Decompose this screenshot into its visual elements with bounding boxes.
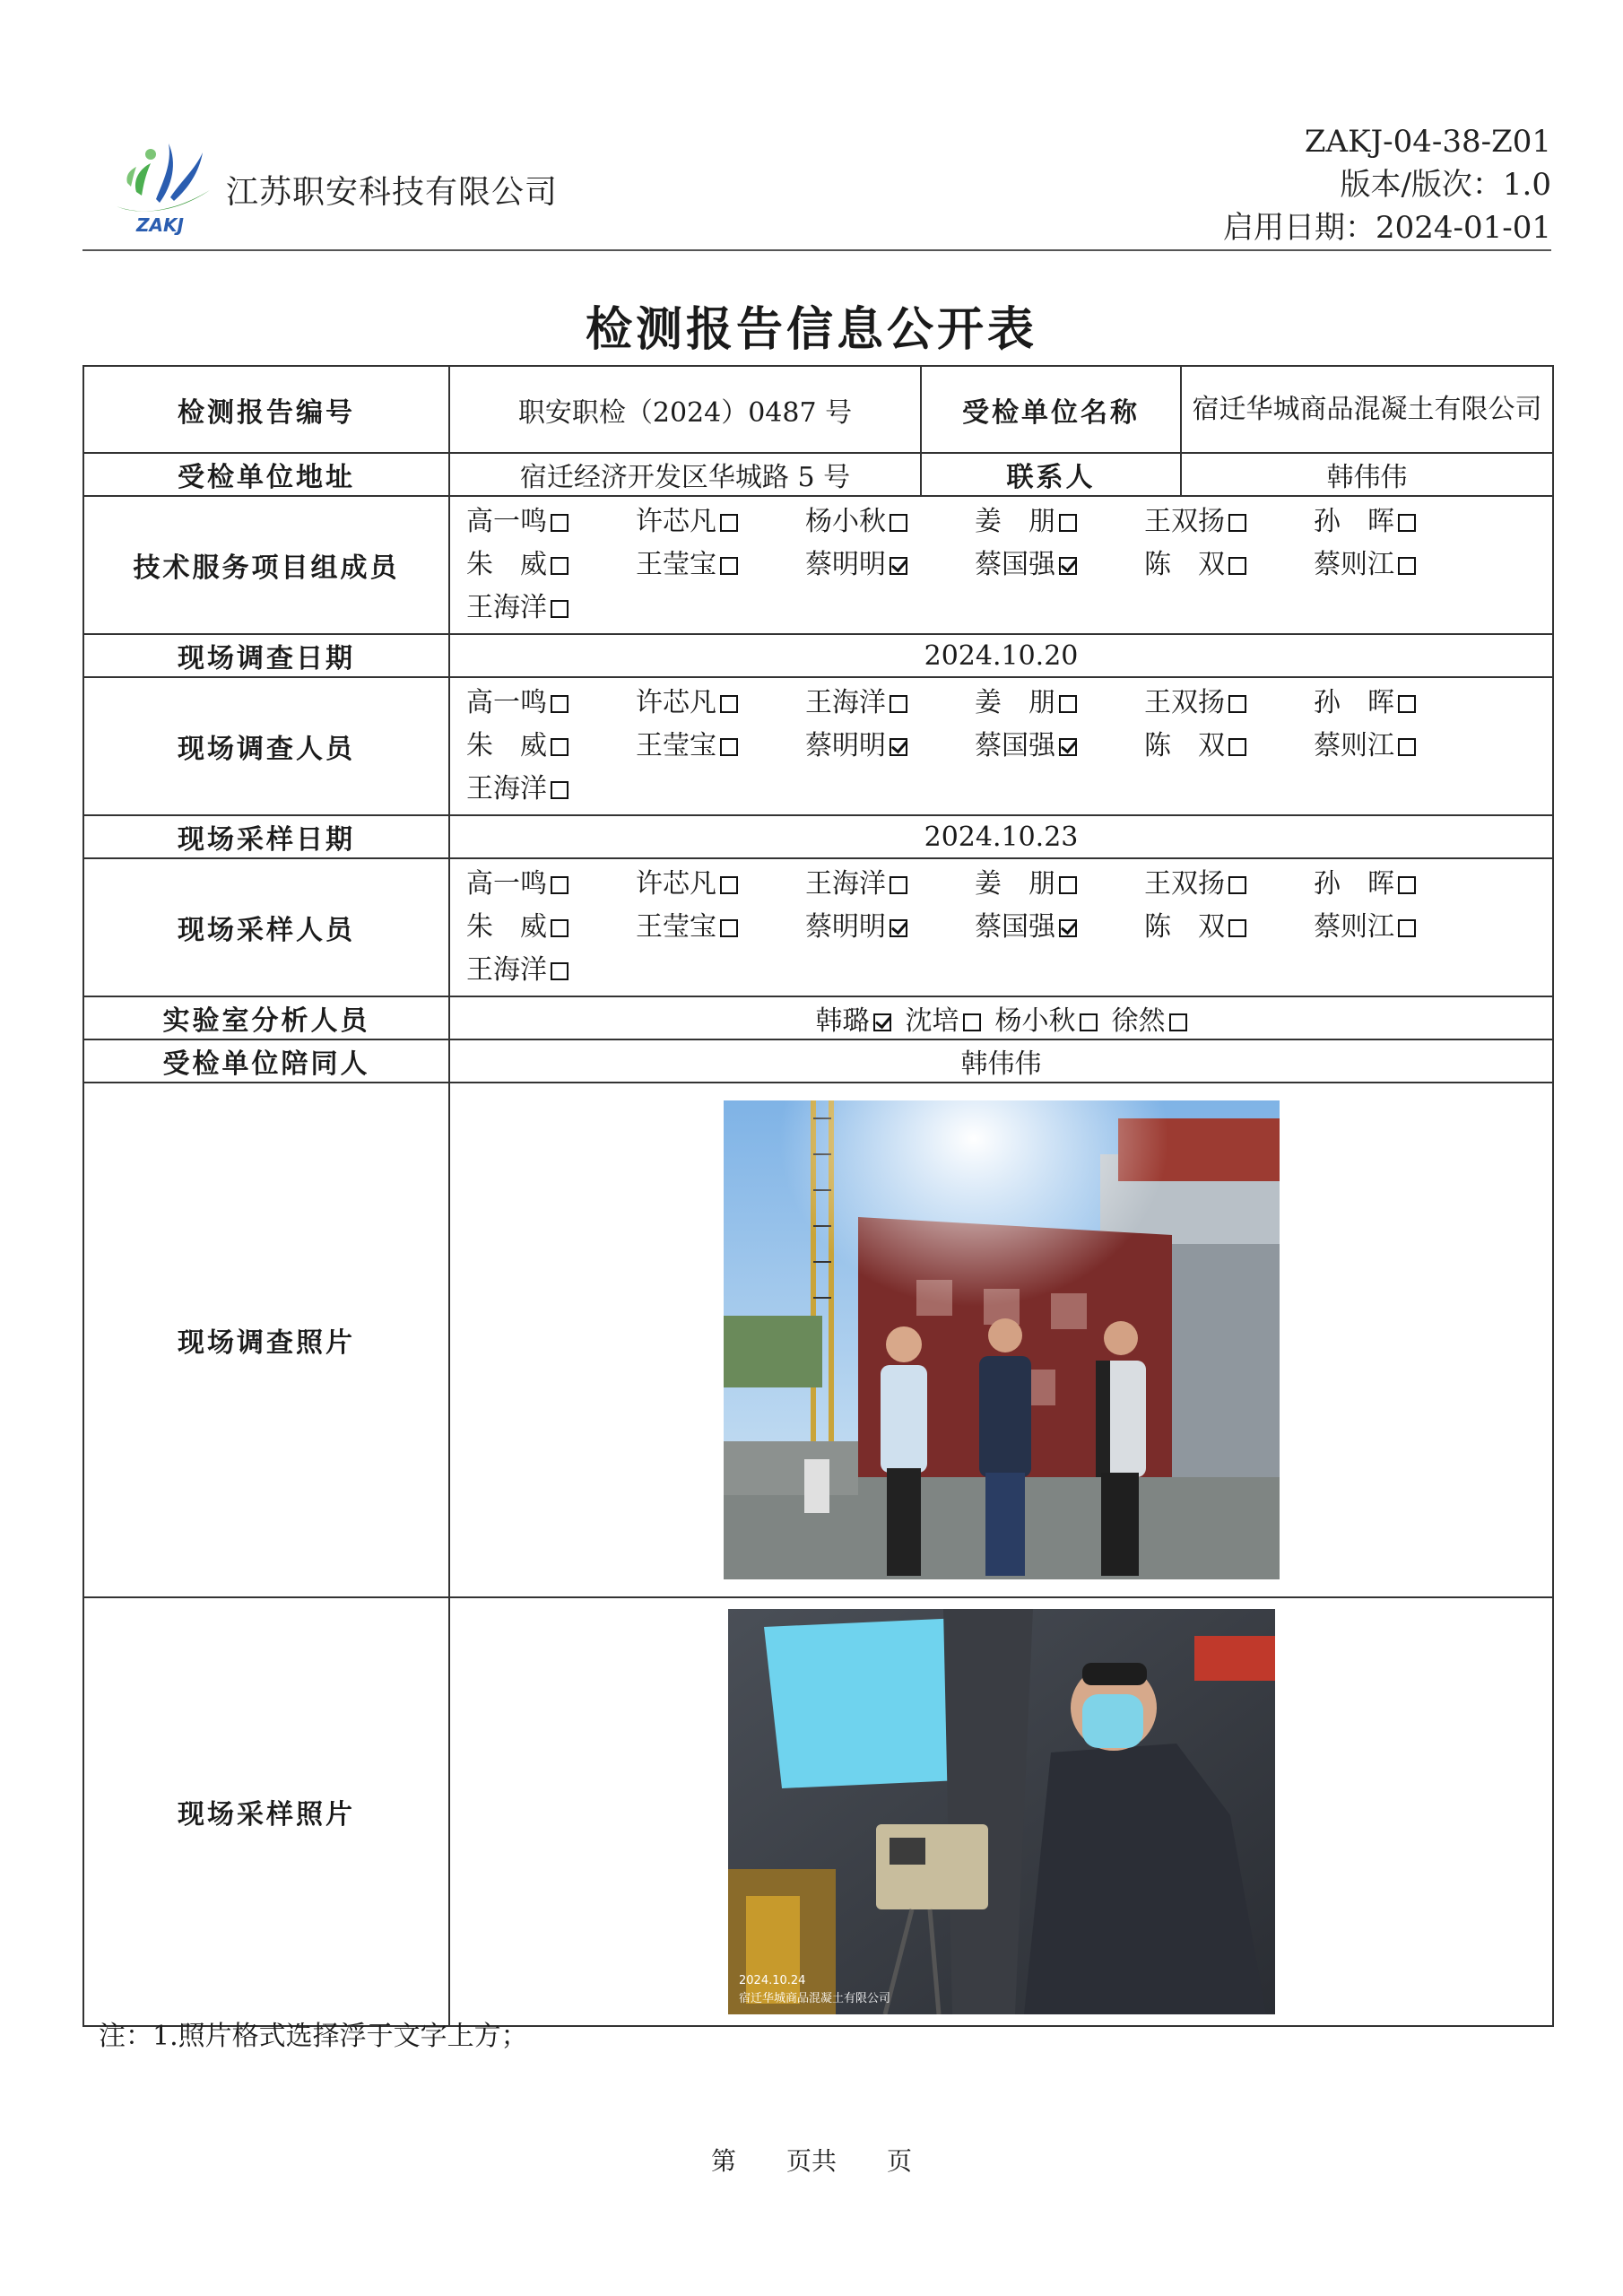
checked-checkbox[interactable] — [1059, 919, 1077, 937]
unchecked-checkbox[interactable] — [720, 919, 738, 937]
unchecked-checkbox[interactable] — [1398, 919, 1416, 937]
member-name: 沈培 — [905, 1005, 959, 1037]
doc-version: 版本/版次：1.0 — [1340, 167, 1551, 203]
unchecked-checkbox[interactable] — [720, 557, 738, 575]
page-title: 检测报告信息公开表 — [585, 302, 1037, 357]
member-name: 王双扬 — [1144, 506, 1225, 537]
survey-photo-cell — [449, 1083, 1553, 1597]
unchecked-checkbox[interactable] — [551, 962, 568, 980]
survey-members — [449, 677, 1553, 815]
escort-value: 韩伟伟 — [449, 1039, 1553, 1083]
member-name: 蔡明明 — [805, 911, 886, 943]
member-name: 高一鸣 — [466, 868, 547, 900]
member-name: 王莹宝 — [636, 549, 716, 580]
unchecked-checkbox[interactable] — [551, 557, 568, 575]
photo-company-stamp: 宿迁华城商品混凝土有限公司 — [738, 1992, 890, 2005]
footnote: 注：1.照片格式选择浮于文字上方； — [99, 2021, 528, 2052]
table-row — [83, 677, 1553, 815]
table-row — [83, 496, 1553, 634]
unchecked-checkbox[interactable] — [551, 738, 568, 756]
checked-checkbox[interactable] — [890, 738, 907, 756]
unit-name-label: 受检单位名称 — [921, 366, 1181, 453]
member-item — [636, 863, 805, 906]
member-item — [805, 682, 975, 725]
member-item — [1144, 544, 1314, 587]
unchecked-checkbox[interactable] — [1228, 919, 1246, 937]
unchecked-checkbox[interactable] — [551, 919, 568, 937]
member-name: 蔡明明 — [805, 549, 886, 580]
member-item — [1314, 544, 1483, 587]
checked-checkbox[interactable] — [1059, 557, 1077, 575]
member-name: 王海洋 — [805, 868, 886, 900]
member-name: 许芯凡 — [636, 506, 716, 537]
report-no-label: 检测报告编号 — [83, 366, 449, 453]
member-name: 韩璐 — [815, 1005, 870, 1037]
unchecked-checkbox[interactable] — [551, 876, 568, 894]
member-name: 蔡明明 — [805, 730, 886, 761]
unchecked-checkbox[interactable] — [551, 514, 568, 532]
member-item — [1112, 1005, 1187, 1037]
member-item — [975, 906, 1144, 949]
table-row — [83, 996, 1553, 1039]
team-label: 技术服务项目组成员 — [83, 496, 449, 634]
member-item — [1314, 863, 1483, 906]
table-row — [83, 1597, 1553, 2026]
member-name: 陈 双 — [1144, 911, 1225, 943]
member-item — [466, 949, 636, 992]
member-name: 蔡则江 — [1314, 549, 1394, 580]
address-label: 受检单位地址 — [83, 453, 449, 496]
member-name: 孙 晖 — [1314, 868, 1394, 900]
photo-date-stamp: 2024.10.24 — [738, 1974, 805, 1987]
member-name: 孙 晖 — [1314, 687, 1394, 718]
member-name: 杨小秋 — [994, 1005, 1076, 1037]
member-item — [466, 682, 636, 725]
doc-effective-date: 启用日期：2024-01-01 — [1222, 210, 1551, 246]
table-row — [83, 1039, 1553, 1083]
member-item — [636, 682, 805, 725]
lab-members — [449, 996, 1553, 1039]
address-value: 宿迁经济开发区华城路 5 号 — [449, 453, 921, 496]
member-name: 蔡则江 — [1314, 730, 1394, 761]
unchecked-checkbox[interactable] — [1398, 557, 1416, 575]
member-item — [636, 500, 805, 544]
member-item — [805, 544, 975, 587]
escort-label: 受检单位陪同人 — [83, 1039, 449, 1083]
logo-text: ZAKJ — [136, 214, 184, 235]
member-item — [1144, 682, 1314, 725]
unchecked-checkbox[interactable] — [1228, 695, 1246, 713]
unchecked-checkbox[interactable] — [720, 514, 738, 532]
member-item — [975, 500, 1144, 544]
member-name: 王莹宝 — [636, 911, 716, 943]
sampling-members — [449, 858, 1553, 996]
member-name: 蔡国强 — [975, 549, 1055, 580]
checked-checkbox[interactable] — [1059, 738, 1077, 756]
document-meta — [1223, 120, 1551, 249]
member-item — [975, 725, 1144, 768]
member-item — [636, 725, 805, 768]
member-name: 王莹宝 — [636, 730, 716, 761]
unchecked-checkbox[interactable] — [1080, 1013, 1098, 1031]
member-name: 朱 威 — [466, 549, 547, 580]
unchecked-checkbox[interactable] — [890, 514, 907, 532]
page-number: 第 页共 页 — [710, 2146, 912, 2176]
survey-date-value: 2024.10.20 — [449, 634, 1553, 677]
member-item — [466, 500, 636, 544]
report-no-value: 职安职检（2024）0487 号 — [449, 366, 921, 453]
member-item — [636, 544, 805, 587]
member-item — [1144, 725, 1314, 768]
member-item — [1144, 906, 1314, 949]
member-name: 陈 双 — [1144, 549, 1225, 580]
unchecked-checkbox[interactable] — [1228, 514, 1246, 532]
unchecked-checkbox[interactable] — [1059, 514, 1077, 532]
sampling-photo — [728, 1609, 1275, 2014]
member-name: 蔡国强 — [975, 730, 1055, 761]
unchecked-checkbox[interactable] — [720, 876, 738, 894]
member-item — [995, 1005, 1098, 1037]
unchecked-checkbox[interactable] — [551, 781, 568, 799]
member-item — [1314, 682, 1483, 725]
unchecked-checkbox[interactable] — [963, 1013, 981, 1031]
sampling-date-value: 2024.10.23 — [449, 815, 1553, 858]
unchecked-checkbox[interactable] — [1398, 876, 1416, 894]
survey-date-label: 现场调查日期 — [83, 634, 449, 677]
table-row — [83, 366, 1553, 453]
unchecked-checkbox[interactable] — [1169, 1013, 1187, 1031]
contact-value: 韩伟伟 — [1181, 453, 1553, 496]
member-item — [466, 725, 636, 768]
company-name: 江苏职安科技有限公司 — [226, 174, 559, 211]
member-name: 王海洋 — [466, 592, 547, 623]
member-item — [906, 1005, 981, 1037]
sampling-photo-label: 现场采样照片 — [83, 1597, 449, 2026]
member-item — [816, 1005, 891, 1037]
checked-checkbox[interactable] — [890, 919, 907, 937]
unchecked-checkbox[interactable] — [1398, 738, 1416, 756]
unchecked-checkbox[interactable] — [1228, 738, 1246, 756]
member-name: 姜 朋 — [975, 506, 1055, 537]
sampling-staff-label: 现场采样人员 — [83, 858, 449, 996]
member-item — [975, 544, 1144, 587]
member-name: 朱 威 — [466, 730, 547, 761]
unchecked-checkbox[interactable] — [890, 876, 907, 894]
member-name: 蔡国强 — [975, 911, 1055, 943]
unchecked-checkbox[interactable] — [1228, 876, 1246, 894]
sampling-photo-cell — [449, 1597, 1553, 2026]
member-name: 王双扬 — [1144, 687, 1225, 718]
survey-photo — [724, 1100, 1280, 1579]
member-name: 王海洋 — [805, 687, 886, 718]
member-name: 王海洋 — [466, 773, 547, 804]
member-name: 徐然 — [1111, 1005, 1166, 1037]
member-item — [1314, 725, 1483, 768]
unchecked-checkbox[interactable] — [890, 695, 907, 713]
member-name: 蔡则江 — [1314, 911, 1394, 943]
unchecked-checkbox[interactable] — [1059, 876, 1077, 894]
member-item — [466, 768, 636, 811]
member-item — [975, 682, 1144, 725]
lab-label: 实验室分析人员 — [83, 996, 449, 1039]
member-name: 孙 晖 — [1314, 506, 1394, 537]
checked-checkbox[interactable] — [873, 1013, 891, 1031]
member-name: 高一鸣 — [466, 687, 547, 718]
member-item — [1314, 906, 1483, 949]
unchecked-checkbox[interactable] — [720, 695, 738, 713]
member-item — [1314, 500, 1483, 544]
team-member-grid — [466, 500, 1552, 630]
team-members — [449, 496, 1553, 634]
member-item — [805, 500, 975, 544]
member-name: 王双扬 — [1144, 868, 1225, 900]
unchecked-checkbox[interactable] — [1398, 695, 1416, 713]
member-item — [805, 863, 975, 906]
unchecked-checkbox[interactable] — [551, 695, 568, 713]
member-item — [805, 725, 975, 768]
checked-checkbox[interactable] — [890, 557, 907, 575]
member-name: 许芯凡 — [636, 687, 716, 718]
member-name: 朱 威 — [466, 911, 547, 943]
member-item — [975, 863, 1144, 906]
unchecked-checkbox[interactable] — [720, 738, 738, 756]
member-name: 姜 朋 — [975, 868, 1055, 900]
table-row — [83, 634, 1553, 677]
unit-name-value: 宿迁华城商品混凝土有限公司 — [1181, 366, 1553, 453]
unchecked-checkbox[interactable] — [1059, 695, 1077, 713]
unchecked-checkbox[interactable] — [551, 600, 568, 618]
company-logo — [109, 136, 217, 235]
member-name: 姜 朋 — [975, 687, 1055, 718]
survey-staff-label: 现场调查人员 — [83, 677, 449, 815]
doc-code: ZAKJ-04-38-Z01 — [1304, 124, 1551, 160]
member-item — [466, 587, 636, 630]
lab-member-list — [809, 1005, 1194, 1037]
table-row — [83, 815, 1553, 858]
survey-member-grid — [466, 682, 1552, 811]
table-row — [83, 858, 1553, 996]
table-row — [83, 453, 1553, 496]
report-table — [82, 365, 1554, 2027]
member-item — [1144, 500, 1314, 544]
page-header — [82, 115, 1551, 249]
member-item — [805, 906, 975, 949]
member-item — [466, 544, 636, 587]
member-item — [466, 906, 636, 949]
table-row — [83, 1083, 1553, 1597]
sampling-date-label: 现场采样日期 — [83, 815, 449, 858]
unchecked-checkbox[interactable] — [1228, 557, 1246, 575]
member-item — [1144, 863, 1314, 906]
survey-photo-label: 现场调查照片 — [83, 1083, 449, 1597]
member-item — [466, 863, 636, 906]
header-divider — [82, 249, 1551, 251]
member-name: 陈 双 — [1144, 730, 1225, 761]
member-name: 王海洋 — [466, 954, 547, 986]
member-item — [636, 906, 805, 949]
member-name: 杨小秋 — [805, 506, 886, 537]
member-name: 许芯凡 — [636, 868, 716, 900]
unchecked-checkbox[interactable] — [1398, 514, 1416, 532]
member-name: 高一鸣 — [466, 506, 547, 537]
contact-label: 联系人 — [921, 453, 1181, 496]
sampling-member-grid — [466, 863, 1552, 992]
